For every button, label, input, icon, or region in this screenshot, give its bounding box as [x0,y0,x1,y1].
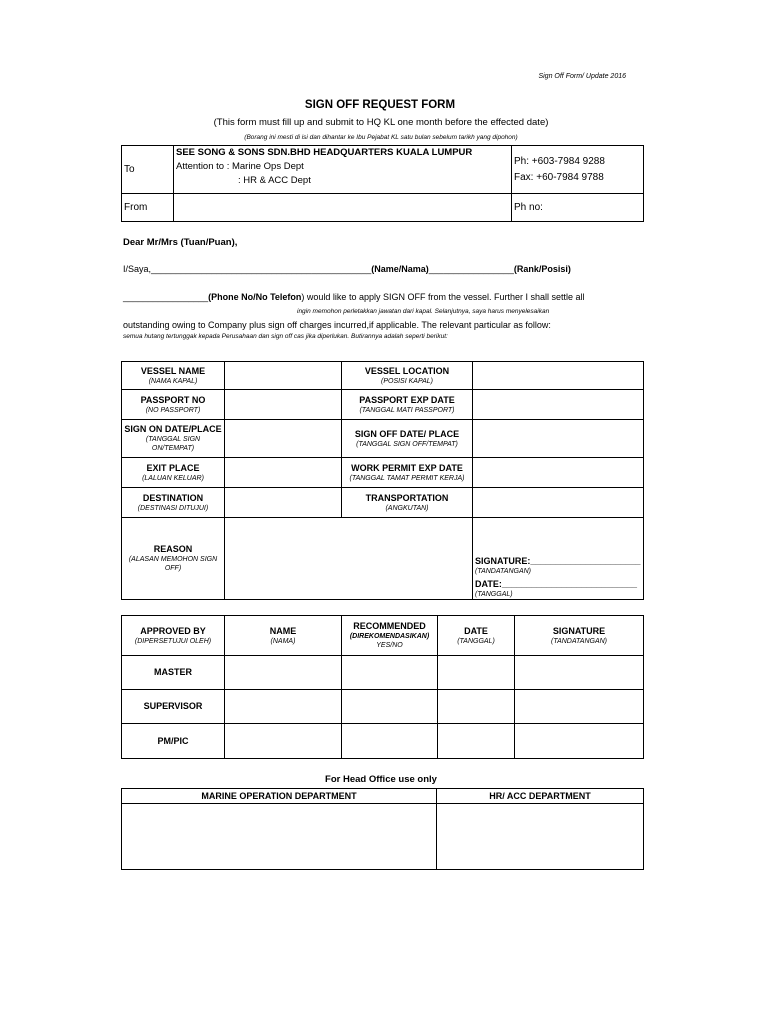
rank-blank[interactable]: _________________ [428,264,514,274]
hq-phone: Ph: +603-7984 9288 [514,155,605,167]
transportation-field[interactable] [473,488,644,518]
form-version: Sign Off Form/ Update 2016 [538,73,626,80]
signature-sub: (TANDATANGAN) [475,568,531,575]
signature-header: SIGNATURE (TANDATANGAN) [515,616,644,656]
form-subtitle: (This form must fill up and submit to HQ KL one month before the effected date) [213,117,549,128]
passport-no-field[interactable] [225,390,342,420]
name-label: (Name/Nama) [371,264,429,274]
greeting: Dear Mr/Mrs (Tuan/Puan), [123,237,238,248]
hr-dept-field[interactable] [437,804,644,870]
name-header: NAME (NAMA) [225,616,342,656]
outstanding-text: outstanding owing to Company plus sign off charges incurred,if applicable. The relevant particular as follow: [123,320,551,330]
apply-text: ) would like to apply SIGN OFF from the vessel. Further I shall settle all [301,292,585,302]
attention-line-2: : HR & ACC Dept [238,175,311,186]
form-subtitle-ms: (Borang ini mesti di isi dan dihantar ke Ibu Pejabat KL satu bulan sebelum tarikh yang dipohon) [244,134,518,141]
approval-cell[interactable] [438,690,515,724]
approval-cell[interactable] [225,690,342,724]
approval-cell[interactable] [342,656,438,690]
reason-label: REASON (ALASAN MEMOHON SIGN OFF) [122,518,225,600]
ph-no-field[interactable]: Ph no: [512,194,644,222]
phone-blank[interactable]: _________________ [123,292,209,302]
approval-cell[interactable] [515,656,644,690]
transportation-label: TRANSPORTATION (ANGKUTAN) [342,488,473,518]
apply-text-ms: ingin memohon perletakkan jawatan dari kapal. Selanjutnya, saya harus menyelesaikan [297,308,550,315]
attention-line: Attention to : Marine Ops Dept [176,161,304,172]
approver-supervisor: SUPERVISOR [122,690,225,724]
vessel-location-label: VESSEL LOCATION (POSISI KAPAL) [342,362,473,390]
outstanding-text-ms: semua hutang tertunggak kepada Perusahaan dan sign off cas jika diperlukan. Butirannya adalah seperti berikut: [123,333,448,340]
approver-master: MASTER [122,656,225,690]
applicant-line [123,264,571,274]
work-permit-label: WORK PERMIT EXP DATE (TANGGAL TAMAT PERMIT KERJA) [342,458,473,488]
approved-by-header: APPROVED BY (DIPERSETUJUI OLEH) [122,616,225,656]
particulars-table [121,361,644,600]
address-table [121,145,644,222]
signature-block [473,518,644,600]
approval-cell[interactable] [438,656,515,690]
approval-cell[interactable] [342,724,438,759]
applicant-prefix: I/Saya, [123,264,152,274]
approval-cell[interactable] [225,724,342,759]
to-label: To [122,146,174,194]
hq-contact [512,146,644,194]
approver-pm-pic: PM/PIC [122,724,225,759]
phone-label: (Phone No/No Telefon [208,292,302,302]
phone-line [123,292,585,302]
to-address [174,146,512,194]
exit-place-field[interactable] [225,458,342,488]
sign-on-label: SIGN ON DATE/PLACE (TANGGAL SIGN ON/TEMPAT) [122,420,225,458]
approval-cell[interactable] [515,724,644,759]
form-title: SIGN OFF REQUEST FORM [304,99,456,111]
destination-field[interactable] [225,488,342,518]
date-sub: (TANGGAL) [475,591,513,598]
signature-line[interactable]: SIGNATURE:______________________ [475,556,641,566]
approval-table [121,615,644,759]
rank-label: (Rank/Posisi) [513,264,571,274]
passport-no-label: PASSPORT NO (NO PASSPORT) [122,390,225,420]
date-line[interactable]: DATE:___________________________ [475,579,637,589]
sign-off-label: SIGN OFF DATE/ PLACE (TANGGAL SIGN OFF/TEMPAT) [342,420,473,458]
passport-exp-field[interactable] [473,390,644,420]
sign-on-field[interactable] [225,420,342,458]
from-field[interactable] [174,194,512,222]
head-office-title: For Head Office use only [325,774,437,785]
work-permit-field[interactable] [473,458,644,488]
approval-cell[interactable] [225,656,342,690]
vessel-location-field[interactable] [473,362,644,390]
marine-dept-header: MARINE OPERATION DEPARTMENT [122,789,437,804]
date-header: DATE (TANGGAL) [438,616,515,656]
vessel-name-label: VESSEL NAME (NAMA KAPAL) [122,362,225,390]
approval-cell[interactable] [342,690,438,724]
company-name: SEE SONG & SONS SDN.BHD HEADQUARTERS KUALA LUMPUR [176,147,473,158]
passport-exp-label: PASSPORT EXP DATE (TANGGAL MATI PASSPORT) [342,390,473,420]
approval-cell[interactable] [515,690,644,724]
reason-field[interactable] [225,518,473,600]
hq-fax: Fax: +60-7984 9788 [514,171,604,183]
destination-label: DESTINATION (DESTINASI DITUJUI) [122,488,225,518]
recommended-header: RECOMMENDED (DIREKOMENDASIKAN) YES/NO [342,616,438,656]
head-office-table [121,788,644,870]
sign-off-field[interactable] [473,420,644,458]
vessel-name-field[interactable] [225,362,342,390]
from-label: From [122,194,174,222]
name-blank[interactable]: ____________________________________________ [151,264,372,274]
hr-dept-header: HR/ ACC DEPARTMENT [437,789,644,804]
exit-place-label: EXIT PLACE (LALUAN KELUAR) [122,458,225,488]
approval-cell[interactable] [438,724,515,759]
marine-dept-field[interactable] [122,804,437,870]
